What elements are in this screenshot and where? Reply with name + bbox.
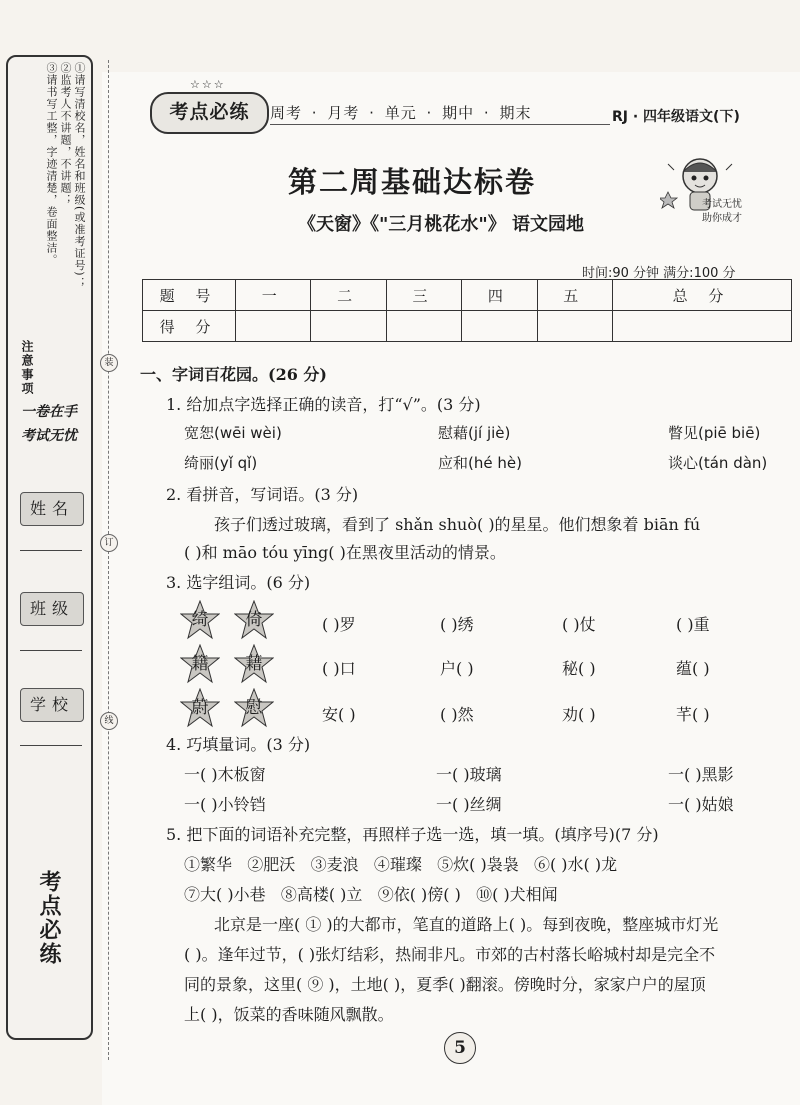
separator: ·: [369, 104, 375, 122]
table-row: [143, 280, 792, 311]
separator: ·: [311, 104, 318, 122]
word-option: ③麦浪: [310, 855, 359, 874]
star-char-icon: [180, 600, 220, 640]
table-cell: 总 分: [612, 280, 791, 311]
word-option[interactable]: ⑦大( )小巷: [184, 885, 266, 904]
notice-item: ①请写清校名，姓名和班级(或准考证号)；: [73, 62, 86, 289]
binding-hole-icon: 订: [100, 534, 118, 552]
star-char-icon: [180, 644, 220, 684]
fill-blank[interactable]: 一( )姑娘: [668, 795, 734, 814]
word-option: ④璀璨: [373, 855, 422, 874]
passage-line[interactable]: 同的景象，这里( ⑨ )，土地( )，夏季( )翻滚。傍晚时分，家家户户的屋顶: [184, 975, 706, 994]
binding-line: [108, 60, 109, 1060]
school-field-label: 学校: [20, 688, 84, 722]
exam-type-strip: [270, 102, 535, 123]
pinyin-choice[interactable]: 瞥见(piē biē): [668, 424, 761, 442]
notice-items: [38, 62, 86, 362]
pinyin-choice[interactable]: 宽恕(wēi wèi): [184, 424, 282, 442]
char-label: 绮: [191, 610, 209, 630]
fill-blank[interactable]: ( )仗: [562, 615, 596, 634]
name-field-label: 姓名: [20, 492, 84, 526]
star-char-icon: [180, 688, 220, 728]
fill-blank[interactable]: ( )重: [676, 615, 710, 634]
table-cell: 二: [311, 280, 386, 311]
word-option: ②肥沃: [247, 855, 296, 874]
word-option[interactable]: ⑥( )水( )龙: [533, 855, 618, 874]
fill-blank[interactable]: ( )罗: [322, 615, 356, 634]
grade-tag: RJ · 四年级语文(下): [612, 109, 740, 125]
char-label: 慰: [245, 698, 263, 718]
brand-tag: 考点必练: [150, 92, 269, 134]
word-options-row: [184, 852, 617, 875]
notice-item: ③请书写工整，字迹清楚，卷面整洁。: [45, 62, 58, 266]
fill-blank[interactable]: 安( ): [322, 705, 356, 724]
question-text[interactable]: ( )和 māo tóu yīng( )在黑夜里活动的情景。: [184, 543, 506, 562]
class-field-line: [20, 650, 82, 651]
question-title: 3. 选字组词。(6 分): [166, 573, 311, 592]
pinyin-choice[interactable]: 应和(hé hè): [438, 454, 522, 472]
exam-type: 月考: [327, 104, 360, 122]
slogan: [14, 400, 84, 448]
fill-blank[interactable]: ( )绣: [440, 615, 474, 634]
notice-item: ②监考人不讲题，不讲题；: [59, 62, 72, 206]
fill-blank[interactable]: 秘( ): [562, 659, 596, 678]
slogan-line: 一卷在手: [21, 404, 77, 420]
pinyin-choice[interactable]: 慰藉(jí jiè): [438, 424, 511, 442]
stars-icon: ☆☆☆: [190, 78, 226, 91]
char-label: 藉: [245, 654, 263, 674]
score-input-cell[interactable]: [612, 311, 791, 342]
fill-blank[interactable]: 一( )丝绸: [436, 795, 502, 814]
score-input-cell[interactable]: [386, 311, 461, 342]
exam-type: 期末: [499, 104, 532, 122]
word-option[interactable]: ⑩( )犬相闻: [476, 885, 558, 904]
fill-blank[interactable]: 劝( ): [562, 705, 596, 724]
star-char-icon: [234, 600, 274, 640]
mascot-caption-line: 助你成才: [702, 213, 742, 224]
page-title: 第二周基础达标卷: [288, 165, 537, 199]
question-title: 5. 把下面的词语补充完整，再照样子选一选，填一填。(填序号)(7 分): [166, 825, 659, 844]
school-field-line: [20, 745, 82, 746]
question-title: 4. 巧填量词。(3 分): [166, 735, 311, 754]
char-label: 籍: [191, 654, 209, 674]
binding-hole-icon: 线: [100, 712, 118, 730]
star-char-icon: [234, 688, 274, 728]
separator: ·: [483, 104, 490, 122]
score-input-cell[interactable]: [537, 311, 612, 342]
passage-line[interactable]: ( )。逢年过节，( )张灯结彩，热闹非凡。市郊的古村落长峪城村却是完全不: [184, 945, 716, 964]
pinyin-choice[interactable]: 谈心(tán dàn): [668, 454, 768, 472]
section-title: 一、字词百花园。(26 分): [140, 365, 327, 384]
fill-blank[interactable]: ( )口: [322, 659, 356, 678]
word-option[interactable]: ⑧高楼( )立: [280, 885, 363, 904]
score-input-cell[interactable]: [311, 311, 386, 342]
binding-hole-icon: 装: [100, 354, 118, 372]
score-input-cell[interactable]: [462, 311, 537, 342]
table-cell: 题 号: [143, 280, 236, 311]
score-table: [142, 279, 792, 342]
separator: ·: [426, 104, 433, 122]
page-subtitle: 《天窗》《"三月桃花水"》 语文园地: [298, 214, 585, 235]
char-label: 倚: [245, 610, 263, 630]
fill-blank[interactable]: 蕴( ): [676, 659, 710, 678]
fill-blank[interactable]: ( )然: [440, 705, 474, 724]
word-option: ①繁华: [184, 855, 233, 874]
word-option[interactable]: ⑤炊( )袅袅: [437, 855, 519, 874]
exam-type: 周考: [270, 104, 303, 122]
notice-title: 注意事项: [20, 340, 34, 396]
page-number: 5: [444, 1032, 476, 1064]
passage-line[interactable]: 上( )，饭菜的香味随风飘散。: [184, 1005, 394, 1024]
question-title: 1. 给加点字选择正确的读音，打“√”。(3 分): [166, 395, 481, 414]
fill-blank[interactable]: 一( )木板窗: [184, 765, 266, 784]
word-option[interactable]: ⑨依( )傍( ): [377, 885, 461, 904]
table-cell: 四: [462, 280, 537, 311]
header-rule: [270, 124, 610, 125]
passage-line[interactable]: 北京是一座( ① )的大都市，笔直的道路上( )。每到夜晚，整座城市灯光: [214, 915, 719, 934]
exam-type: 单元: [384, 104, 417, 122]
star-char-icon: [234, 644, 274, 684]
pinyin-choice[interactable]: 绮丽(yǐ qǐ): [184, 454, 258, 472]
table-cell: 一: [236, 280, 311, 311]
table-row: [143, 311, 792, 342]
exam-type: 期中: [442, 104, 475, 122]
word-options-row: [184, 882, 558, 905]
char-label: 蔚: [191, 698, 209, 718]
class-field-label: 班级: [20, 592, 84, 626]
name-field-line: [20, 550, 82, 551]
fill-blank[interactable]: 户( ): [440, 659, 474, 678]
table-cell: 得 分: [143, 311, 236, 342]
score-input-cell[interactable]: [236, 311, 311, 342]
mascot-caption-line: 考试无忧: [702, 199, 742, 210]
table-cell: 五: [537, 280, 612, 311]
time-info: 时间:90 分钟 满分:100 分: [582, 266, 736, 281]
fill-blank[interactable]: 芊( ): [676, 705, 710, 724]
question-text[interactable]: 孩子们透过玻璃，看到了 shǎn shuò( )的星星。他们想象着 biān fú: [214, 515, 701, 534]
slogan-line: 考试无忧: [21, 428, 77, 444]
fill-blank[interactable]: 一( )小铃铛: [184, 795, 266, 814]
sidebar-brand: 考点必练: [36, 870, 61, 966]
table-cell: 三: [386, 280, 461, 311]
fill-blank[interactable]: 一( )玻璃: [436, 765, 502, 784]
mascot-caption: [702, 198, 742, 226]
fill-blank[interactable]: 一( )黑影: [668, 765, 734, 784]
question-title: 2. 看拼音，写词语。(3 分): [166, 485, 359, 504]
